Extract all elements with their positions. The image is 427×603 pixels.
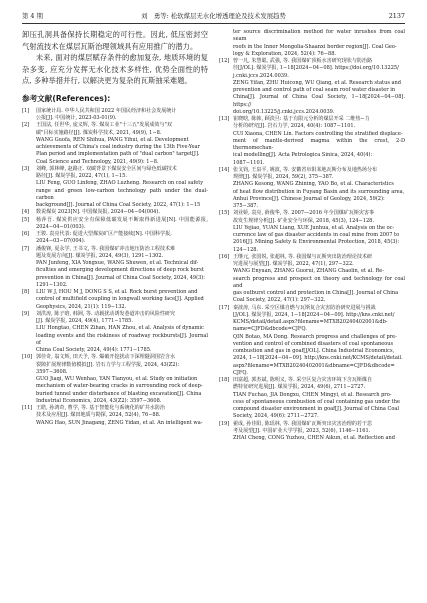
reference-number: [16] bbox=[219, 253, 230, 260]
reference-entry bbox=[219, 305, 405, 378]
reference-text-line: 2016[J]. Mining Safety & Environmental Protection, 2018, 45(3): bbox=[233, 239, 400, 246]
reference-text-line: 翟成, 孙佳阳, 陈瑶林, 等. 我国煤矿瓦斯突出灾害治理的若干思 bbox=[233, 420, 373, 427]
reference-text-line: 王继元, 张国锐, 张超林, 等. 我国煤与瓦斯突出防治理论技术研 bbox=[233, 253, 373, 260]
right-column bbox=[219, 29, 405, 597]
reference-number: [10] bbox=[22, 354, 33, 361]
reference-entry bbox=[22, 122, 208, 166]
reference-text-line: 124−128. bbox=[233, 246, 259, 253]
reference-number: [4] bbox=[22, 209, 30, 216]
reference-text-line: of heat flow distribution in Fuyang Basin and its surrounding area, bbox=[233, 188, 405, 195]
reference-text-line: 数说煤炭 2023[N]. 中国煤炭报, 2024−04−04(004). bbox=[36, 209, 160, 216]
reference-text-line: KCMS/detail/detail.aspx?filename=MTXB20240402001&db- bbox=[233, 319, 388, 325]
reference-text-line: ical modelling[J]. Acta Petrologica Sinica, 2024, 40(4): bbox=[233, 152, 373, 159]
reference-text-line: 国家统计局. 中华人民共和国 2022 年国民经济和社会发展统计 bbox=[36, 107, 177, 114]
reference-entry bbox=[22, 209, 208, 216]
body-paragraph: 未来, 面对的煤层赋存条件的愈加复杂, 地质环境的复杂多变, 应充分发挥无水化技术多样性, 优势全面性的特点, 多种举措并行, 以解决更为复杂的瓦斯抽采难题。 bbox=[22, 53, 208, 86]
reference-text-line: 题及发展方向[J]. 煤炭学报, 2024, 49(3), 1291−1302. bbox=[36, 252, 164, 259]
reference-text-line: mechanism of water-bearing cracks in surrounding rock of deep- bbox=[36, 383, 203, 390]
reference-text-line: aspx?filename=MTXB20240402001&dbname=CJFD&dbcode= bbox=[233, 362, 395, 369]
reference-number: [7] bbox=[22, 245, 30, 252]
reference-text-line: name=CJFD&dbcode=CJFQ. bbox=[233, 326, 307, 333]
reference-text-line: Plan period and implementation path of "dual carbon" target[J]. bbox=[36, 151, 200, 158]
running-title: 刘 勇等: 松软煤层无水化增透理论及技术发展趋势 bbox=[141, 12, 286, 20]
reference-text-line: 刘洪涛, 陈子晗, 韩洲, 等. 动载扰动诱发巷道冲击的风险性研究 bbox=[36, 310, 176, 317]
reference-text-line: 考及展望[J]. 中国矿业大学学报, 2023, 52(6), 1146−1161. bbox=[233, 427, 371, 434]
reference-number: [18] bbox=[219, 377, 230, 383]
reference-number: [13] bbox=[219, 116, 230, 122]
reference-text-line: achievements of China's coal industry during the 13th Five-Year bbox=[36, 144, 200, 151]
reference-text-line: [J]. 煤炭学报, 2024, 49(4), 1771−1785. bbox=[36, 318, 133, 325]
reference-text-line: 田富超, 郭杰斌, 陈明义, 等. 采空区复合灾害环境下含瓦斯煤自 bbox=[233, 377, 373, 383]
reference-entry bbox=[219, 58, 405, 116]
reference-number: [19] bbox=[219, 420, 230, 427]
body-paragraph: 卸压孔洞具备保持长期稳定的可行性。因此, 低压密封空气射流技术在煤层瓦斯治理领域具有应用推广的潜力。 bbox=[22, 30, 208, 51]
issue-number: 第 4 期 bbox=[22, 12, 43, 20]
reference-text-line: doi.org/10.13225/j.cnki.jccs.2024.0039. bbox=[233, 108, 335, 115]
reference-text-line: 2024−03−07(004). bbox=[36, 238, 86, 245]
reference-number: [9] bbox=[22, 310, 30, 317]
reference-text-line: search progress and prospect on theory and technology for coal and bbox=[233, 275, 405, 289]
reference-text-line: 1087−1101. bbox=[233, 159, 265, 166]
reference-text-line: Society, 2024, 49(6): 2711−2727. bbox=[233, 413, 319, 420]
reference-text-line: logy & Exploration, 2024, 52(4): 76−88. bbox=[233, 50, 337, 57]
reference-text-line: LIU Hongtao, CHEN Zihan, HAN Zhou, et al. Analysis of dynamic bbox=[36, 325, 204, 332]
reference-text-line: ZENG Yifan, ZHU Huicong, WU Qiang, et al. Research status and bbox=[233, 79, 402, 86]
reference-entry bbox=[219, 29, 405, 58]
left-column bbox=[22, 29, 208, 597]
reference-text-line: QIN Botao, MA Dong. Research progress and challenges of pre- bbox=[233, 333, 397, 340]
reference-text-line: WANG Guofa, REN Shihua, PANG Yihui, et al. Development bbox=[36, 136, 189, 143]
reference-text-line: 裂隙扩展规律数值模拟[J]. 岩石力学与工程学报, 2024, 43(Z2): bbox=[36, 361, 180, 368]
reference-text-line: cess of spontaneous combustion of coal containing gas under the bbox=[233, 398, 400, 405]
reference-text-line: background[J]. Journal of China Coal Society, 2022, 47(1): 1−15 bbox=[36, 202, 201, 209]
reference-number: [12] bbox=[219, 58, 230, 64]
reference-text-line: GUO Jiaqi, WU Wenhao, YAN Tianyou, et al. Study on initiation bbox=[36, 376, 198, 383]
reference-text-line: Coal Society, 2022, 47(1): 297−322. bbox=[233, 297, 326, 304]
reference-text-line: 375−387. bbox=[233, 203, 259, 209]
reference-text-line: PAN Junfeng, XIA Yongxue, WANG Shuwen, et al. Technical dif- bbox=[36, 260, 199, 267]
reference-text-line: LIU Feng, GUO Linfeng, ZHAO Luzheng. Research on coal safety bbox=[36, 180, 204, 187]
reference-entry bbox=[22, 311, 208, 355]
reference-text-line: 究进展与展望[J]. 煤炭学报, 2022, 47(1), 297−322. bbox=[233, 261, 354, 267]
reference-number: [14] bbox=[219, 166, 230, 173]
reference-list-right bbox=[219, 29, 405, 442]
reference-text-line: vention and control of combined disasters of coal spontaneous bbox=[233, 340, 394, 347]
reference-text-line: WANG Hao, SUN Jinagang, ZENG Yidan, et al. An intelligent wa- bbox=[36, 419, 203, 426]
references-heading: 参考文献(References): bbox=[22, 93, 111, 103]
reference-entry bbox=[22, 405, 208, 427]
reference-text-line: gas outburst control and protection in China[J]. Journal of China bbox=[233, 290, 399, 296]
reference-text-line: Anhui Province[J]. Chinese Journal of Geology, 2024, 59(2): bbox=[233, 195, 385, 202]
reference-entry bbox=[22, 354, 208, 405]
reference-text-line: currence law of gas disaster accidents in coal mine from 2007 to bbox=[233, 232, 400, 238]
reference-text-line: Geophysics, 2024, 21(1): 119−132. bbox=[36, 303, 127, 310]
reference-text-line: 王国法, 任世华, 庞义辉, 等. 煤炭工业"十三五"发展成效与"双 bbox=[36, 122, 172, 129]
reference-text-line: Industrial Economics, 2024, 43(Z2): 3597−3608. bbox=[36, 397, 162, 404]
reference-list-left bbox=[22, 108, 208, 427]
reference-text-line: ment of mantle-derived magma within the crust, 2-D thermomechan- bbox=[233, 137, 405, 151]
reference-text-line: roofs in the Inner Mongolia-Shaanxi border region[J]. Coal Geo- bbox=[233, 43, 397, 50]
reference-text-line: control of multifield coupling in longwall working face[J]. Applied bbox=[36, 296, 204, 303]
reference-text-line: ter source discrimination method for water inrushes from coal seam bbox=[233, 29, 405, 43]
reference-text-line: [J/OL]. 煤炭学报, 2024, 1−18[2024−04−09]. http://kns.cnki.net/ bbox=[233, 311, 395, 318]
reference-text-line: j.cnki.jccs.2024.0039. bbox=[233, 72, 289, 79]
reference-text-line: CUI Xiaona, CHEN Lin. Factors controlling the stratified displace- bbox=[233, 130, 403, 137]
reference-text-line: 刘业娇, 袁亮, 薛俊华, 等. 2007—2016 年全国煤矿瓦斯灾害事 bbox=[233, 210, 375, 217]
reference-text-line: 潘俊锋, 夏永学, 王书文, 等. 我国煤矿冲击地压防治工程技术难 bbox=[36, 245, 176, 252]
reference-text-line: 1291−1302. bbox=[36, 281, 68, 288]
reference-number: [1] bbox=[22, 107, 30, 114]
reference-number: [6] bbox=[22, 231, 30, 238]
reference-text-line: 王骏. 袁亮代表: 促进大型煤炭矿区产能接续[N]. 中国科学报, bbox=[36, 231, 172, 238]
reference-text-line: ZHANG Kesong, WANG Zhining, YAO Bo, et al. Characteristics bbox=[233, 181, 394, 188]
reference-text-line: 崔晓晗, 陈韩, 顾淡旦: 基于有限元分析的煤层开采 二维热−力 bbox=[233, 116, 370, 122]
reference-text-line: buried tunnel under disturbance of blasting excavation[J]. China bbox=[36, 390, 202, 397]
reference-text-line: 张戈钧, 王泉平, 姚波, 等. 安徽省阜阳某地瓦斯分布及地热场分布 bbox=[233, 166, 378, 173]
reference-text-line: ficulties and emerging development directions of deep rock burst bbox=[36, 267, 204, 274]
reference-text-line: prevention and control path of coal seam roof water disaster in bbox=[233, 87, 396, 93]
reference-entry bbox=[22, 289, 208, 311]
reference-text-line: 径[J/OL]. 煤炭学报, 1−18[2024−04−08]. https://doi.org/10.13225/ bbox=[233, 65, 399, 72]
reference-entry bbox=[22, 166, 208, 210]
reference-text-line: 2024, 1−18[2024−04−09]. http://kns.cnki.net/KCMS/detail/detail. bbox=[233, 355, 403, 362]
reference-number: [15] bbox=[219, 210, 230, 217]
running-header bbox=[22, 10, 405, 22]
reference-text-line: range and green low-carbon technology path under the dual-carbon bbox=[36, 187, 208, 201]
reference-text-line: 3597−3608. bbox=[36, 368, 68, 375]
reference-number: [5] bbox=[22, 216, 30, 223]
reference-text-line: 杨萍吾. 煤炭供应安全有保障低碳发展不断取得新进展[N]. 中国能源报, 2024−04−01(003). bbox=[36, 216, 208, 230]
reference-text-line: 碳"目标实施路径[J]. 煤炭科学技术, 2021, 49(9), 1−8. bbox=[36, 129, 162, 136]
page-number: 2137 bbox=[388, 12, 405, 20]
reference-text-line: 王皓, 孙鸿奇, 曹学, 等. 基于智能化与系统化的矿井水防治 bbox=[36, 405, 165, 412]
reference-number: [2] bbox=[22, 122, 30, 129]
reference-text-line: Coal Science and Technology, 2021, 49(9): 1−8. bbox=[36, 158, 159, 165]
reference-entry bbox=[22, 246, 208, 290]
reference-text-line: 燃特征研究进展[J]. 煤炭学报, 2024, 49(6), 2711−2727. bbox=[233, 384, 366, 391]
reference-entry bbox=[22, 217, 208, 232]
reference-text-line: ZHAI Cheng, CONG Yuzhou, CHEN Aikun, et al. Reflection and bbox=[233, 435, 395, 441]
reference-number: [17] bbox=[219, 304, 230, 311]
reference-text-line: prevention in China[J]. Journal of China Coal Society, 2024, 49(3): bbox=[36, 274, 205, 281]
reference-text-line: China[J]. Journal of China Coal Society, 1−18[2024−04−08]. https:// bbox=[233, 94, 405, 108]
reference-text-line: CJFQ. bbox=[233, 369, 248, 376]
reference-text-line: 刘峰, 郭林峰, 赵路正. 双碳背景下煤炭安全区间与绿色低碳技术 bbox=[36, 165, 177, 172]
reference-text-line: compound disaster environment in goaf[J]. Journal of China Coal bbox=[233, 406, 399, 412]
reference-entry bbox=[219, 210, 405, 254]
reference-entry bbox=[219, 377, 405, 421]
reference-number: [8] bbox=[22, 289, 30, 296]
reference-text-line: 路径[J]. 煤炭学报, 2022, 47(1), 1−15. bbox=[36, 173, 127, 180]
reference-text-line: combustion and gas in goaf[J/OL]. China Industrial Economics, bbox=[233, 348, 395, 354]
reference-text-line: 分析的研究[J]. 岩石力学, 2024, 40(4): 1087−1101. bbox=[233, 123, 356, 130]
reference-text-line: TIAN Fuchao, JIA Dongxu, CHEN Mingyi, et al. Research pro- bbox=[233, 391, 392, 398]
reference-text-line: 曾一凡, 朱慧聪, 武强, 等. 我国煤矿顶板水害研究现状与防治路 bbox=[233, 58, 373, 64]
reference-text-line: 秦波涛, 马东. 采空区煤自燃与瓦斯复合灾害防治研究进展与挑战 bbox=[233, 304, 376, 311]
reference-text-line: China Coal Society, 2024, 49(4): 1771−1785. bbox=[36, 347, 152, 354]
reference-text-line: 规律[J]. 煤炭学报, 2024, 59(2), 375−387. bbox=[233, 174, 334, 180]
reference-text-line: 技术及应用[J]. 煤田地质与勘探, 2024, 52(4), 76−88. bbox=[36, 412, 161, 419]
reference-entry bbox=[22, 108, 208, 123]
reference-text-line: WANG Enyuan, ZHANG Guorui, ZHANG Chaolin, et al. Re- bbox=[233, 268, 384, 275]
reference-text-line: LIU Yejiao, YUAN Liang, XUE Junhua, et al. Analysis on the oc- bbox=[233, 224, 395, 231]
header-divider bbox=[22, 23, 405, 24]
reference-entry bbox=[219, 116, 405, 167]
reference-text-line: 郭佳奇, 翁文辉, 田天予, 等. 爆破开挖扰动下深埋隧洞围岩含水 bbox=[36, 354, 176, 361]
reference-text-line: 故发生规律分析[J]. 矿业安全与环保, 2018, 45(3), 124−128. bbox=[233, 217, 374, 224]
reference-entry bbox=[219, 167, 405, 211]
reference-text-line: 公报[J]. 中国统计, 2023-03-01(9). bbox=[36, 115, 117, 122]
reference-entry bbox=[219, 421, 405, 443]
reference-text-line: LIU W J, HOU M J, DONG S S, et al. Rock burst prevention and bbox=[36, 289, 198, 296]
reference-text-line: loading events and the riskiness of roadway rockbursts[J]. Journal of bbox=[36, 332, 208, 346]
reference-number: [3] bbox=[22, 165, 30, 172]
reference-entry bbox=[219, 254, 405, 305]
reference-number: [11] bbox=[22, 405, 33, 412]
reference-entry bbox=[22, 231, 208, 246]
